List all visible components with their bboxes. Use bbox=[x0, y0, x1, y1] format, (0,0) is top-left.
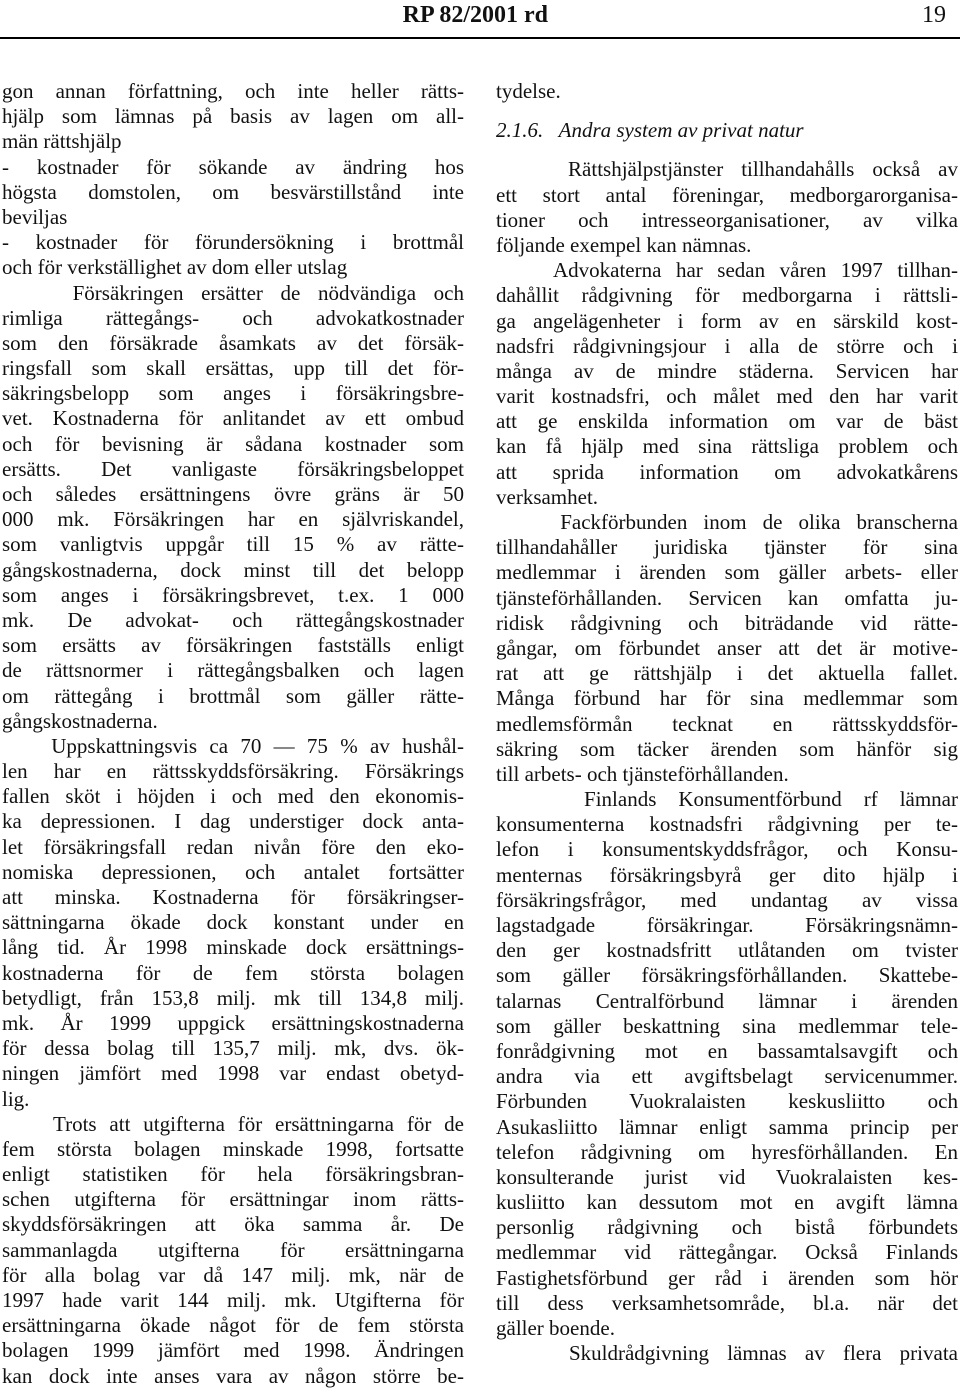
right-column-line: medlemmar vid rättegångar. Också Finlands bbox=[496, 1240, 958, 1265]
right-column-line: Asukasliitto lämnar enligt samma princip per bbox=[496, 1114, 958, 1139]
right-column-line: tillhandahåller juridiska tjänster för sina bbox=[496, 535, 958, 560]
right-column-line: till arbets- och tjänsteförhållanden. bbox=[496, 761, 789, 786]
right-column-line: konsumenterna kostnadsfri rådgivning per te- bbox=[496, 812, 958, 837]
left-column-line: betydligt, från 153,8 milj. mk till 134,8 milj. bbox=[2, 985, 464, 1010]
left-column-line: för dessa bolag till 135,7 milj. mk, dvs. ök- bbox=[2, 1036, 464, 1061]
left-column-line: om rättegång i brottmål som gäller rätte- bbox=[2, 683, 464, 708]
right-column-line: Förbunden Vuokralaisten keskusliitto och bbox=[496, 1089, 958, 1114]
right-column-line: medlemsförmån tecknat en rättsskyddsför- bbox=[496, 711, 958, 736]
right-column-line: ridisk rådgivning och biträdande vid rätte- bbox=[496, 610, 958, 635]
right-column-line: till dess verksamhetsområde, bl.a. när det bbox=[496, 1290, 958, 1315]
right-column-line: som gäller beskattning sina medlemmar tele- bbox=[496, 1013, 958, 1038]
left-column-line: Trots att utgifterna för ersättningarna för de bbox=[2, 1111, 464, 1136]
left-column-line: män rättshjälp bbox=[2, 129, 122, 154]
right-column-line: Många förbund har för sina medlemmar som bbox=[496, 686, 958, 711]
right-column-line: ga angelägenheter i form av en särskild kost- bbox=[496, 308, 958, 333]
left-column-line: för alla bolag var då 147 milj. mk, när de bbox=[2, 1262, 464, 1287]
right-column-line: kan få hjälp med sina rättsliga problem och bbox=[496, 434, 958, 459]
right-column-line: Rättshjälpstjänster tillhandahålls också av bbox=[496, 157, 958, 182]
left-column-line: beviljas bbox=[2, 204, 68, 229]
right-column-line: följande exempel kan nämnas. bbox=[496, 232, 752, 257]
right-column-line: lagstadgade försäkringar. Försäkringsnämn- bbox=[496, 913, 958, 937]
left-column-line: mk. År 1999 uppgick ersättningskostnaderna bbox=[2, 1010, 464, 1035]
right-column-line: rat att ge rättshjälp i det aktuella fallet. bbox=[496, 661, 958, 686]
right-column-line: konsulterande jurist vid Vuokralaisten kes- bbox=[496, 1164, 958, 1189]
right-column-line: att sprida information om advokatkårens bbox=[496, 459, 958, 484]
left-column-line: och för bevisning är sådana kostnader som bbox=[2, 431, 464, 456]
left-column-line: och för verkställighet av dom eller utslag bbox=[2, 255, 348, 280]
left-column-line: lig. bbox=[2, 1086, 30, 1111]
right-column-line: tioner och intresseorganisationer, av vilka bbox=[496, 207, 958, 232]
right-column-line: Fackförbunden inom de olika branscherna bbox=[496, 510, 958, 534]
right-column-line: den ger kostnadsfritt utlåtanden om tvister bbox=[496, 938, 958, 963]
section-heading: 2.1.6. Andra system av privat natur bbox=[496, 118, 804, 143]
document-id: RP 82/2001 rd bbox=[402, 2, 548, 28]
left-column-line: ersätts. Det vanligaste försäkringsbeloppet bbox=[2, 456, 464, 481]
left-column-line: ringsfall som skall ersättas, upp till det för- bbox=[2, 356, 464, 381]
left-column bbox=[2, 79, 464, 1389]
left-column-line: rimliga rättegångs- och advokatkostnader bbox=[2, 305, 464, 330]
left-column-line: sammanlagda utgifterna för ersättningarna bbox=[2, 1237, 464, 1262]
right-column-line: fonrådgivning mot en bassamtalsavgift och bbox=[496, 1038, 958, 1063]
right-column-line: personlig rådgivning och bistå förbundets bbox=[496, 1215, 958, 1240]
left-column-line: och således ersättningens övre gräns är 50 bbox=[2, 482, 464, 506]
right-column-line: Fastighetsförbund ger råd i ärenden som hör bbox=[496, 1265, 958, 1290]
right-column-line: medlemmar i ärenden som gäller arbets- eller bbox=[496, 560, 958, 585]
left-column-line: skyddsförsäkringen att öka samma år. De bbox=[2, 1212, 464, 1237]
left-column-line: let försäkringsfall redan nivån före den eko- bbox=[2, 834, 464, 859]
left-column-line: len har en rättsskyddsförsäkring. Försäkrings bbox=[2, 759, 464, 784]
left-column-line: bolagen 1999 jämfört med 1998. Ändringen bbox=[2, 1338, 464, 1363]
right-column-line: Skuldrådgivning lämnas av flera privata bbox=[496, 1341, 958, 1366]
left-column-line: 1997 hade varit 144 milj. mk. Utgifterna för bbox=[2, 1288, 464, 1312]
right-column bbox=[496, 79, 958, 1366]
right-column-line: som gäller försäkringsförhållanden. Skattebe- bbox=[496, 963, 958, 988]
left-column-line: som ersätts av försäkringen fastställs enligt bbox=[2, 633, 464, 658]
left-column-line: kan dock inte anses vara av någon större be- bbox=[2, 1363, 464, 1388]
right-column-line: att ge enskilda information om var de bäst bbox=[496, 409, 958, 434]
left-column-line: som anges i försäkringsbrevet, t.ex. 1 000 bbox=[2, 582, 464, 607]
left-column-line: 000 mk. Försäkringen har en självriskandel, bbox=[2, 507, 464, 532]
page-header bbox=[0, 0, 960, 30]
right-column-line: kusliitto kan dessutom mot en avgift lämna bbox=[496, 1190, 958, 1215]
left-column-line: enligt statistiken för hela försäkringsbran- bbox=[2, 1162, 464, 1187]
left-column-line: de rättsnormer i rättegångsbalken och lagen bbox=[2, 658, 464, 683]
left-column-line: säkringsbelopp som anges i försäkringsbre- bbox=[2, 381, 464, 406]
left-column-line: ningen jämfört med 1998 var endast obetyd- bbox=[2, 1061, 464, 1086]
right-column-line: säkring som täcker ärenden som hänför sig bbox=[496, 736, 958, 761]
right-column-line: Finlands Konsumentförbund rf lämnar bbox=[496, 787, 958, 812]
right-column-line: andra via ett avgiftsbelagt servicenummer. bbox=[496, 1064, 958, 1089]
left-column-line: - kostnader för förundersökning i brottmål bbox=[2, 230, 464, 255]
left-column-line: Försäkringen ersätter de nödvändiga och bbox=[2, 280, 464, 305]
left-column-line: hjälp som lämnas på basis av lagen om all- bbox=[2, 104, 464, 129]
right-column-line: lefon i konsumentskyddsfrågor, och Konsu- bbox=[496, 837, 958, 862]
left-column-line: schen utgifterna för ersättningar inom rätts- bbox=[2, 1187, 464, 1212]
left-column-line: nomiska depressionen, och antalet fortsätter bbox=[2, 859, 464, 884]
right-column-line: nadsfri rådgivningsjour i alla de större och i bbox=[496, 333, 958, 358]
header-rule bbox=[0, 37, 960, 39]
left-column-line: ersättningarna ökade något för de fem största bbox=[2, 1313, 464, 1338]
right-column-line: dahållit rådgivning för medborgarna i rättsli- bbox=[496, 283, 958, 308]
left-column-line: - kostnader för sökande av ändring hos bbox=[2, 154, 464, 179]
left-column-line: som vanligtvis uppgår till 15 % av rätte- bbox=[2, 532, 464, 557]
left-column-line: gon annan författning, och inte heller rätts- bbox=[2, 79, 464, 103]
right-column-line: gäller boende. bbox=[496, 1316, 615, 1340]
right-column-line: telefon rådgivning om hyresförhållanden. En bbox=[496, 1139, 958, 1164]
left-column-line: Uppskattningsvis ca 70 — 75 % av hushål- bbox=[2, 733, 464, 758]
left-column-line: fem största bolagen minskade 1998, fortsatte bbox=[2, 1136, 464, 1161]
right-column-line: menternas försäkringsbyrå ger dito hjälp i bbox=[496, 862, 958, 887]
right-column-line: talarnas Centralförbund lämnar i ärenden bbox=[496, 988, 958, 1013]
left-column-line: gångskostnaderna. bbox=[2, 708, 158, 733]
left-column-line: att minska. Kostnaderna för försäkringser- bbox=[2, 885, 464, 909]
right-column-line: många av de mindre städerna. Servicen har bbox=[496, 358, 958, 383]
left-column-line: kostnaderna för de fem största bolagen bbox=[2, 960, 464, 985]
page-number: 19 bbox=[922, 2, 946, 28]
right-column-line: tydelse. bbox=[496, 79, 561, 103]
left-column-line: som den försäkrade åsamkats av det försäk- bbox=[2, 330, 464, 355]
left-column-line: sättningarna ökade dock konstant under en bbox=[2, 910, 464, 935]
right-column-line: varit kostnadsfri, och målet med den har varit bbox=[496, 384, 958, 409]
right-column-line: verksamhet. bbox=[496, 484, 599, 509]
left-column-line: mk. De advokat- och rättegångskostnader bbox=[2, 607, 464, 632]
right-column-line: försäkringsfrågor, med undantag av vissa bbox=[496, 887, 958, 912]
right-column-line: Advokaterna har sedan våren 1997 tillhan- bbox=[496, 258, 958, 283]
right-column-line: ett stort antal föreningar, medborgarorganisa- bbox=[496, 182, 958, 207]
left-column-line: fallen sköt i höjden i och med den ekonomis- bbox=[2, 784, 464, 809]
left-column-line: ka depressionen. I dag understiger dock anta- bbox=[2, 809, 464, 834]
left-column-line: högsta domstolen, om besvärstillstånd inte bbox=[2, 179, 464, 204]
left-column-line: gångskostnaderna, dock minst till det belopp bbox=[2, 557, 464, 582]
left-column-line: lång tid. År 1998 minskade dock ersättnings- bbox=[2, 935, 464, 960]
right-column-line: gångar, om förbundet anser att det är motive- bbox=[496, 635, 958, 660]
right-column-line: tjänsteförhållanden. Servicen kan omfatta ju- bbox=[496, 585, 958, 610]
left-column-line: vet. Kostnaderna för anlitandet av ett ombud bbox=[2, 406, 464, 431]
